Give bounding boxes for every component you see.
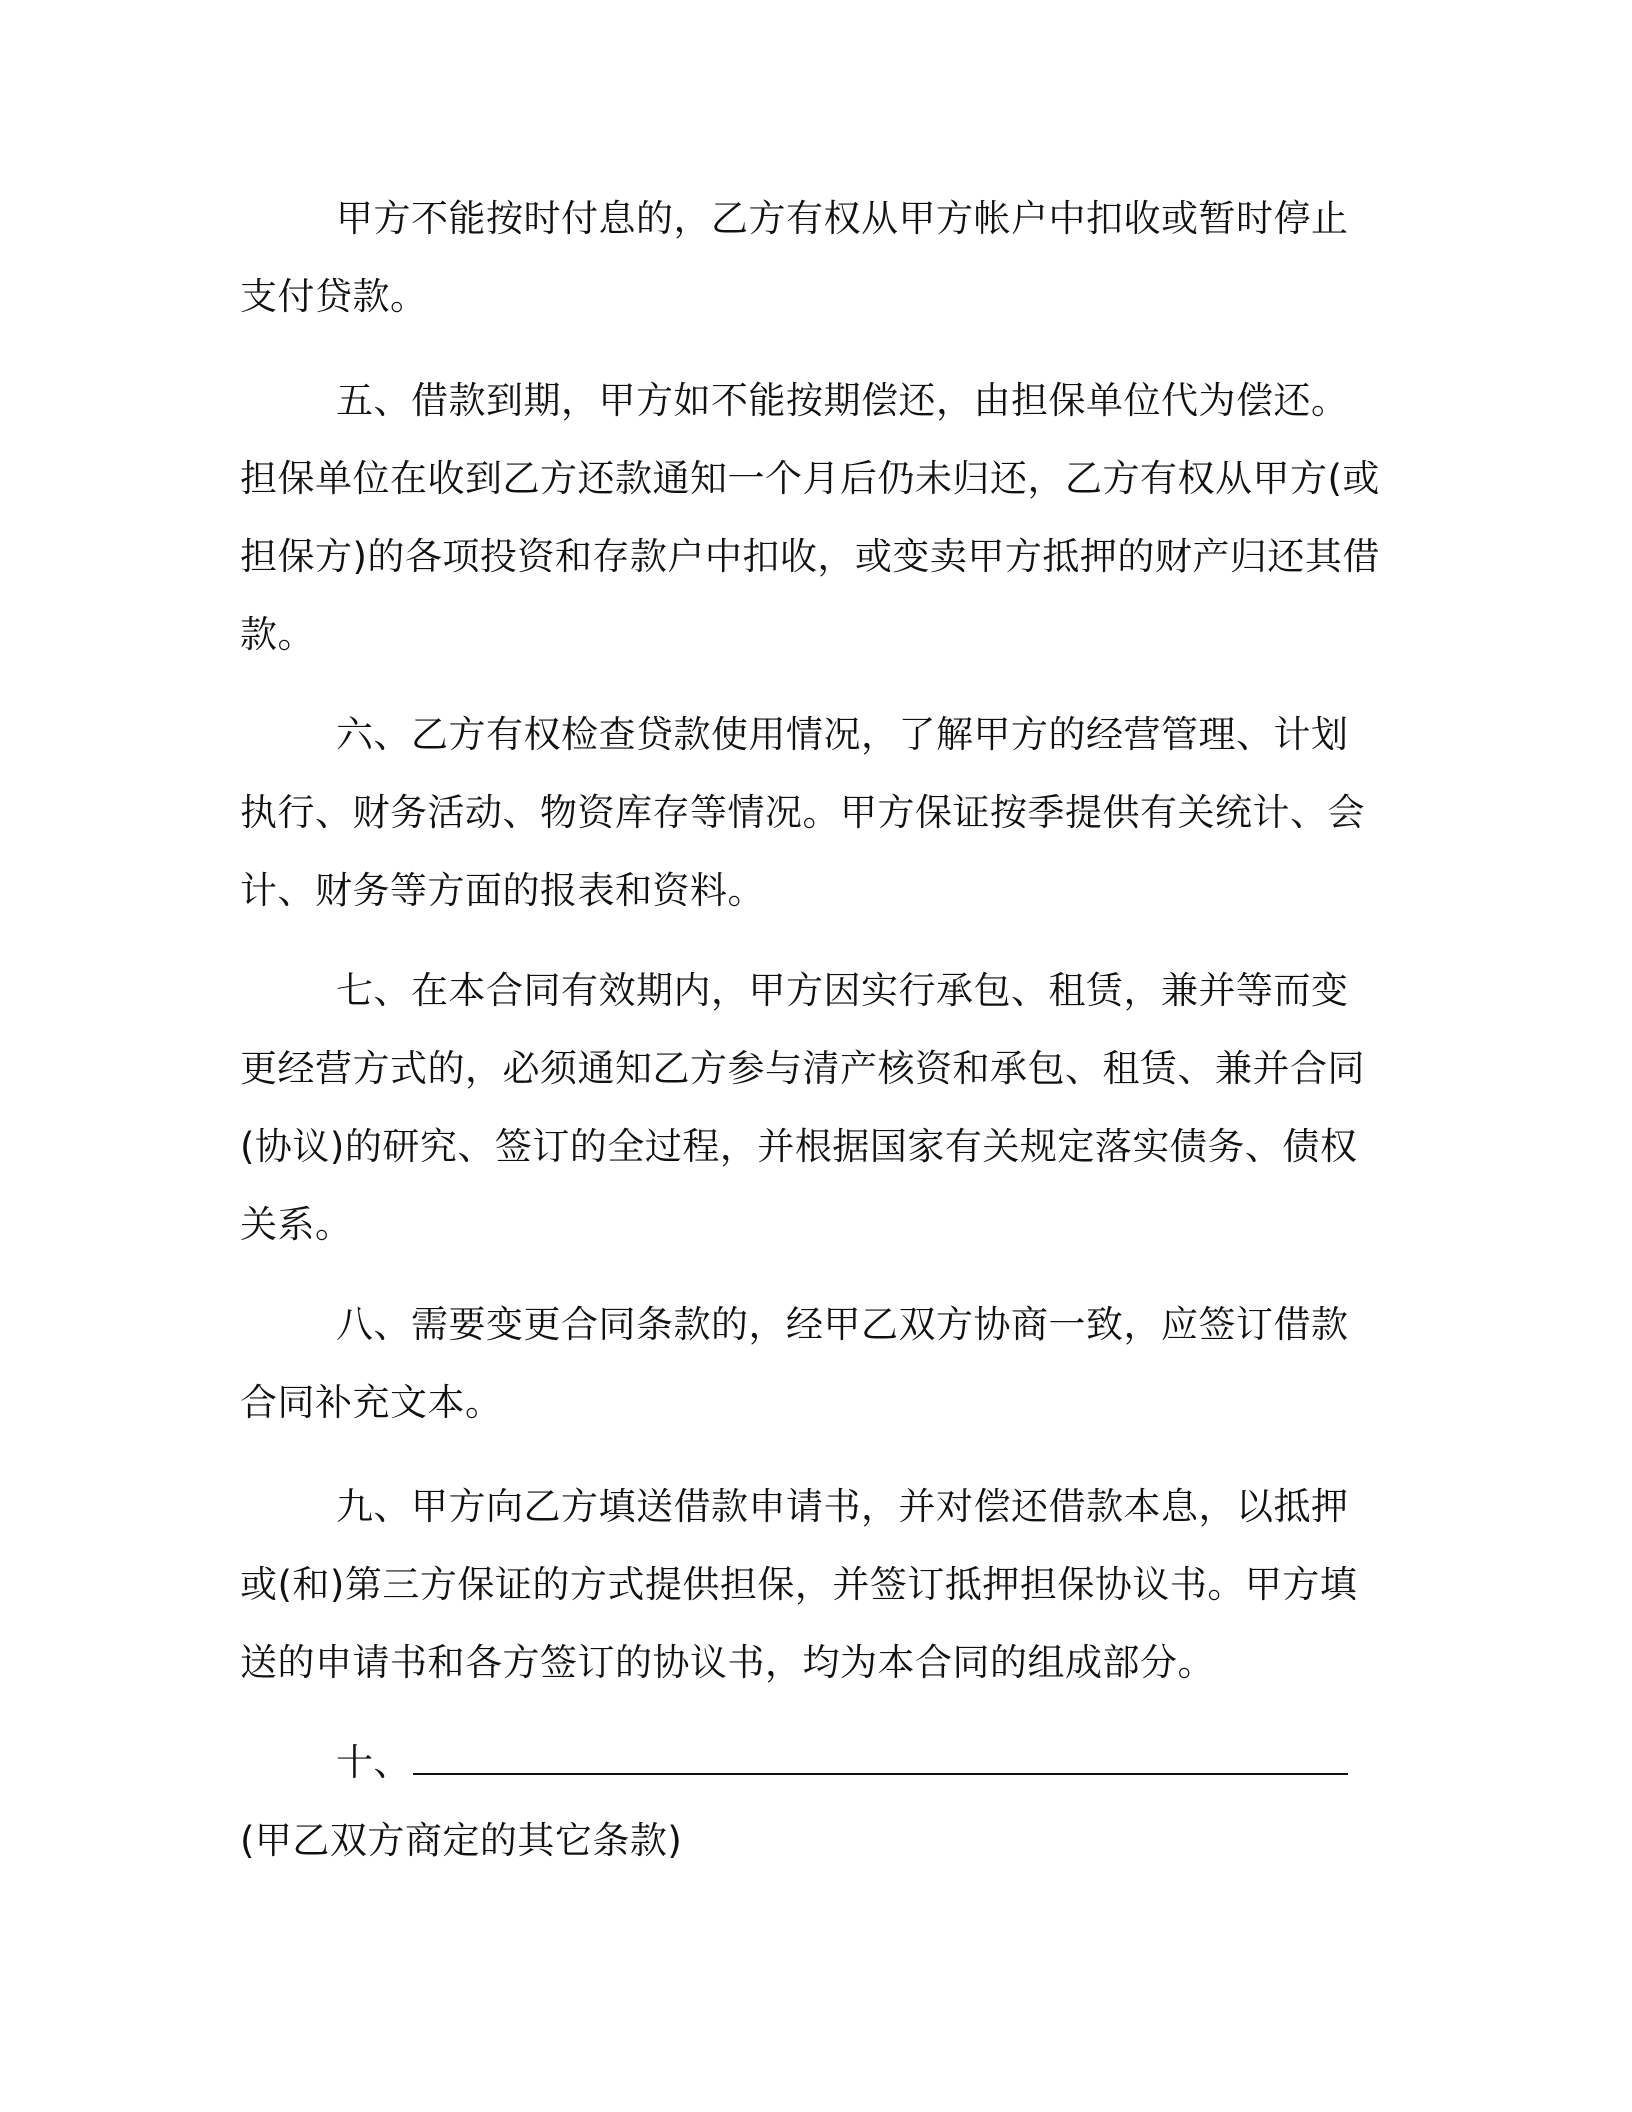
clause-six: 六、乙方有权检查贷款使用情况，了解甲方的经营管理、计划执行、财务活动、物资库存等情况。甲方保证按季提供有关统计、会计、财务等方面的报表和资料。 (240, 713, 1365, 912)
clause-ten-number: 十、 (336, 1741, 411, 1784)
clause-five: 五、借款到期，甲方如不能按期偿还，由担保单位代为偿还。担保单位在收到乙方还款通知一个月后仍未归还，乙方有权从甲方(或担保方)的各项投资和存款户中扣收，或变卖甲方抵押的财产归还其借款。 (240, 379, 1380, 656)
clause-ten-blank-line (413, 1743, 1348, 1775)
clause-seven: 七、在本合同有效期内，甲方因实行承包、租赁，兼并等而变更经营方式的，必须通知乙方参与清产核资和承包、租赁、兼并合同(协议)的研究、签订的全过程，并根据国家有关规定落实债务、债权关系。 (240, 969, 1365, 1246)
clause-nine: 九、甲方向乙方填送借款申请书，并对偿还借款本息，以抵押或(和)第三方保证的方式提供担保，并签订抵押担保协议书。甲方填送的申请书和各方签订的协议书，均为本合同的组成部分。 (240, 1485, 1358, 1684)
clause-ten (240, 1724, 1380, 1880)
paragraph-interest-payment: 甲方不能按时付息的，乙方有权从甲方帐户中扣收或暂时停止支付贷款。 (240, 197, 1349, 318)
clause-ten-note: (甲乙双方商定的其它条款) (240, 1819, 683, 1862)
clause-eight: 八、需要变更合同条款的，经甲乙双方协商一致，应签订借款合同补充文本。 (240, 1303, 1349, 1424)
